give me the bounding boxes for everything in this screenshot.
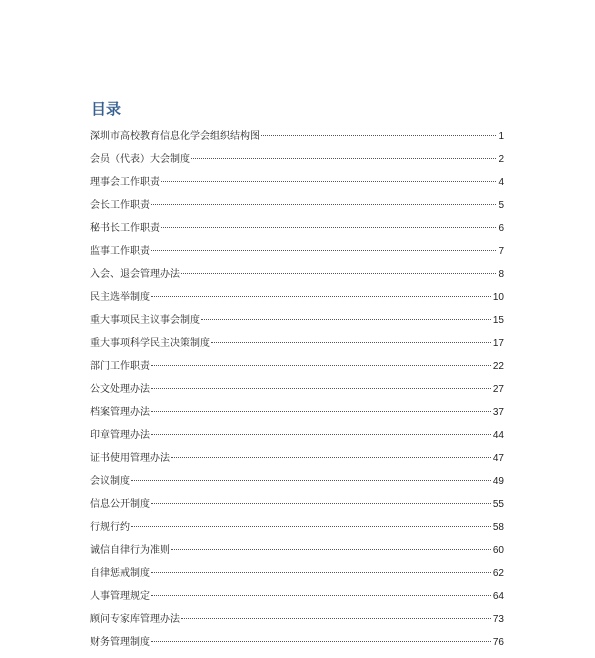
toc-entry[interactable]	[90, 332, 504, 355]
toc-page-number: 8	[498, 269, 504, 280]
toc-heading: 目录	[91, 100, 122, 118]
toc-page-number: 15	[492, 315, 504, 326]
toc-entry-title: 会议制度	[90, 476, 130, 487]
toc-entry-title: 印章管理办法	[90, 430, 150, 441]
toc-entry[interactable]	[90, 125, 504, 148]
toc-entry-title: 人事管理规定	[90, 591, 150, 602]
toc-entry[interactable]	[90, 562, 504, 585]
toc-entry-title: 监事工作职责	[90, 246, 150, 257]
toc-dot-leader	[191, 158, 496, 159]
toc-page-number: 22	[492, 361, 504, 372]
toc-page-number: 27	[492, 384, 504, 395]
toc-entry[interactable]	[90, 148, 504, 171]
toc-dot-leader	[131, 526, 491, 527]
toc-dot-leader	[151, 503, 491, 504]
toc-dot-leader	[261, 135, 496, 136]
toc-page-number: 60	[492, 545, 504, 556]
toc-page-number: 6	[498, 223, 504, 234]
toc-page-number: 73	[492, 614, 504, 625]
toc-entry-title: 会长工作职责	[90, 200, 150, 211]
toc-page-number: 62	[492, 568, 504, 579]
toc-dot-leader	[151, 411, 491, 412]
toc-dot-leader	[151, 296, 491, 297]
toc-entry-title: 行规行约	[90, 522, 130, 533]
toc-entry-title: 秘书长工作职责	[90, 223, 160, 234]
toc-dot-leader	[151, 595, 491, 596]
toc-entry[interactable]	[90, 286, 504, 309]
toc-dot-leader	[201, 319, 491, 320]
toc-page-number: 58	[492, 522, 504, 533]
toc-dot-leader	[131, 480, 491, 481]
toc-page-number: 64	[492, 591, 504, 602]
toc-entry-title: 重大事项科学民主决策制度	[90, 338, 210, 349]
toc-entry-title: 信息公开制度	[90, 499, 150, 510]
toc-entry-title: 诚信自律行为准则	[90, 545, 170, 556]
toc-page-number: 55	[492, 499, 504, 510]
toc-page-number: 44	[492, 430, 504, 441]
toc-dot-leader	[161, 181, 496, 182]
toc-entry[interactable]	[90, 194, 504, 217]
toc-entry-title: 证书使用管理办法	[90, 453, 170, 464]
toc-entry[interactable]	[90, 585, 504, 608]
toc-entry[interactable]	[90, 240, 504, 263]
toc-entry[interactable]	[90, 539, 504, 562]
toc-entry-title: 民主选举制度	[90, 292, 150, 303]
toc-entry[interactable]	[90, 309, 504, 332]
toc-entry-title: 会员（代表）大会制度	[90, 154, 190, 165]
toc-entry[interactable]	[90, 263, 504, 286]
toc-entry[interactable]	[90, 217, 504, 240]
toc-entry-title: 重大事项民主议事会制度	[90, 315, 200, 326]
toc-list	[90, 125, 504, 654]
toc-dot-leader	[171, 549, 491, 550]
toc-page-number: 4	[498, 177, 504, 188]
toc-entry-title: 财务管理制度	[90, 637, 150, 648]
toc-entry-title: 深圳市高校教育信息化学会组织结构图	[90, 131, 260, 142]
toc-page-number: 37	[492, 407, 504, 418]
toc-page-number: 49	[492, 476, 504, 487]
toc-dot-leader	[151, 250, 496, 251]
toc-entry[interactable]	[90, 355, 504, 378]
toc-entry-title: 部门工作职责	[90, 361, 150, 372]
toc-entry-title: 档案管理办法	[90, 407, 150, 418]
toc-entry[interactable]	[90, 447, 504, 470]
toc-entry-title: 理事会工作职责	[90, 177, 160, 188]
toc-entry-title: 自律惩戒制度	[90, 568, 150, 579]
toc-page-number: 17	[492, 338, 504, 349]
toc-dot-leader	[211, 342, 491, 343]
toc-dot-leader	[151, 204, 496, 205]
toc-entry[interactable]	[90, 424, 504, 447]
toc-entry[interactable]	[90, 608, 504, 631]
toc-page-number: 5	[498, 200, 504, 211]
toc-page-number: 7	[498, 246, 504, 257]
toc-entry[interactable]	[90, 516, 504, 539]
toc-dot-leader	[181, 273, 496, 274]
toc-dot-leader	[151, 434, 491, 435]
toc-page-number: 1	[498, 131, 504, 142]
toc-dot-leader	[151, 641, 491, 642]
toc-page-number: 76	[492, 637, 504, 648]
toc-entry[interactable]	[90, 493, 504, 516]
toc-dot-leader	[151, 572, 491, 573]
toc-dot-leader	[171, 457, 491, 458]
toc-entry[interactable]	[90, 378, 504, 401]
toc-dot-leader	[181, 618, 491, 619]
toc-entry[interactable]	[90, 401, 504, 424]
toc-entry[interactable]	[90, 470, 504, 493]
toc-page-number: 47	[492, 453, 504, 464]
toc-dot-leader	[151, 388, 491, 389]
toc-dot-leader	[161, 227, 496, 228]
toc-entry-title: 顾问专家库管理办法	[90, 614, 180, 625]
toc-page-number: 10	[492, 292, 504, 303]
toc-entry-title: 公文处理办法	[90, 384, 150, 395]
toc-page-number: 2	[498, 154, 504, 165]
toc-entry[interactable]	[90, 631, 504, 654]
toc-dot-leader	[151, 365, 491, 366]
toc-entry[interactable]	[90, 171, 504, 194]
toc-entry-title: 入会、退会管理办法	[90, 269, 180, 280]
